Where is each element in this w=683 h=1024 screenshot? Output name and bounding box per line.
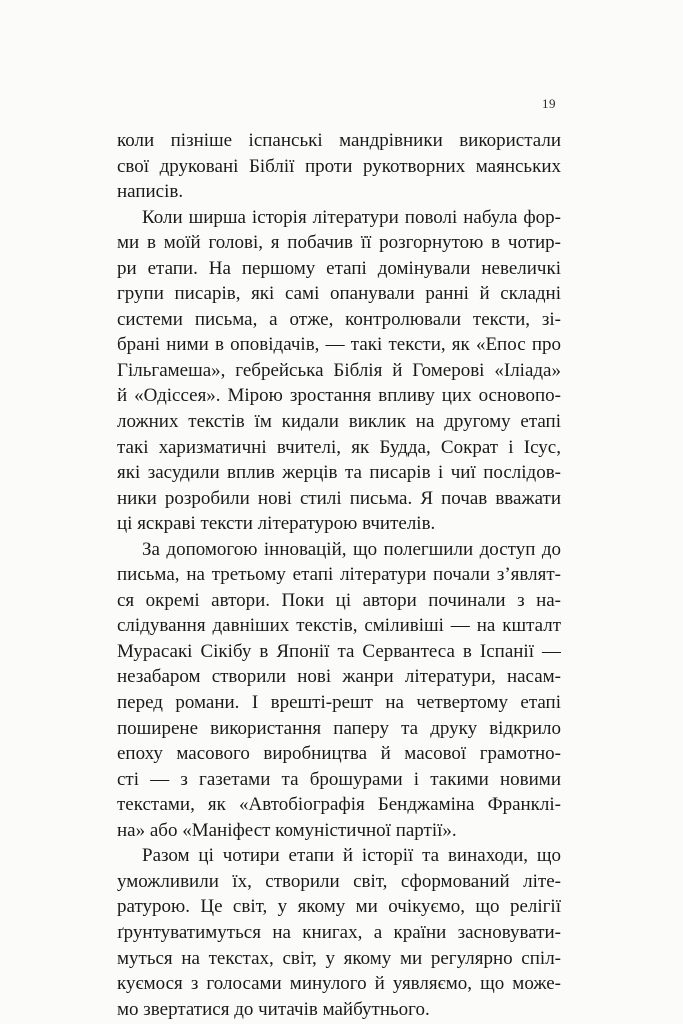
text-line: на» або «Маніфест комуністичної партії».	[117, 819, 457, 841]
text-line: які засудили вплив жерців та писарів і чиї послідов-	[117, 462, 561, 484]
text-line: групи писарів, які самі опанували ранні й складні	[117, 283, 561, 305]
body-text	[117, 128, 561, 1022]
text-line: муться на текстах, світ, у якому ми регулярно спіл-	[117, 947, 561, 969]
text-line: епоху масового виробництва й масової грамотно-	[117, 743, 561, 765]
text-line: Гільгамеша», гебрейська Біблія й Гомерові «Іліада»	[117, 359, 561, 381]
text-line: ці яскраві тексти літературою вчителів.	[117, 513, 436, 535]
text-line: ратурою. Це світ, у якому ми очікуємо, що релігії	[117, 896, 561, 918]
text-line: незабаром створили нові жанри літератури, насам-	[117, 666, 561, 688]
paragraph	[117, 205, 561, 537]
text-line: ся окремі автори. Поки ці автори починали з на-	[117, 589, 561, 611]
text-line: уможливили їх, створили світ, сформований літе-	[117, 870, 561, 892]
text-line: брані ними в оповідачів, — такі тексти, як «Епос про	[117, 334, 561, 356]
page-number: 19	[542, 96, 556, 111]
text-line: Мурасакі Сікібу в Японії та Сервантеса в Іспанії —	[117, 640, 561, 662]
text-line: текстами, як «Автобіографія Бенджаміна Франклі-	[117, 794, 561, 816]
text-line: сті — з газетами та брошурами і такими новими	[117, 768, 561, 790]
text-line: написів.	[117, 181, 184, 203]
paragraph	[117, 537, 561, 844]
text-line: слідування давніших текстів, сміливіші — на кшталт	[117, 615, 561, 637]
text-line: коли пізніше іспанські мандрівники використали	[117, 130, 561, 151]
text-line: куємося з голосами минулого й уявляємо, що може-	[117, 973, 561, 995]
text-line: Разом ці чотири етапи й історії та винаходи, що	[142, 845, 561, 867]
text-line: мо звертатися до читачів майбутнього.	[117, 998, 430, 1020]
text-line: Коли ширша історія літератури поволі набула фор-	[142, 206, 561, 228]
text-line: письма, на третьому етапі літератури почали з’являт-	[117, 564, 561, 586]
text-line: й «Одіссея». Мірою зростання впливу цих основопо-	[117, 385, 561, 407]
paragraph	[117, 843, 561, 1022]
paragraph	[117, 128, 561, 205]
text-line: свої друковані Біблії проти рукотворних маянських	[117, 155, 561, 177]
text-line: такі харизматичні вчителі, як Будда, Сократ і Ісус,	[117, 436, 561, 458]
text-line: перед романи. І врешті-решт на четвертому етапі	[117, 692, 561, 714]
text-line: поширене використання паперу та друку відкрило	[117, 717, 561, 739]
text-line: системи письма, а отже, контролювали тексти, зі-	[117, 308, 561, 330]
text-line: ми в моїй голові, я побачив її розгорнутою в чотир-	[117, 232, 561, 254]
text-line: ложних текстів їм кидали виклик на другому етапі	[117, 411, 561, 433]
text-line: ґрунтуватимуться на книгах, а країни засновувати-	[117, 921, 561, 943]
text-line: За допомогою інновацій, що полегшили доступ до	[142, 538, 561, 560]
text-line: ри етапи. На першому етапі домінували невеличкі	[117, 257, 561, 279]
text-line: ники розробили нові стилі письма. Я почав вважати	[117, 487, 561, 509]
